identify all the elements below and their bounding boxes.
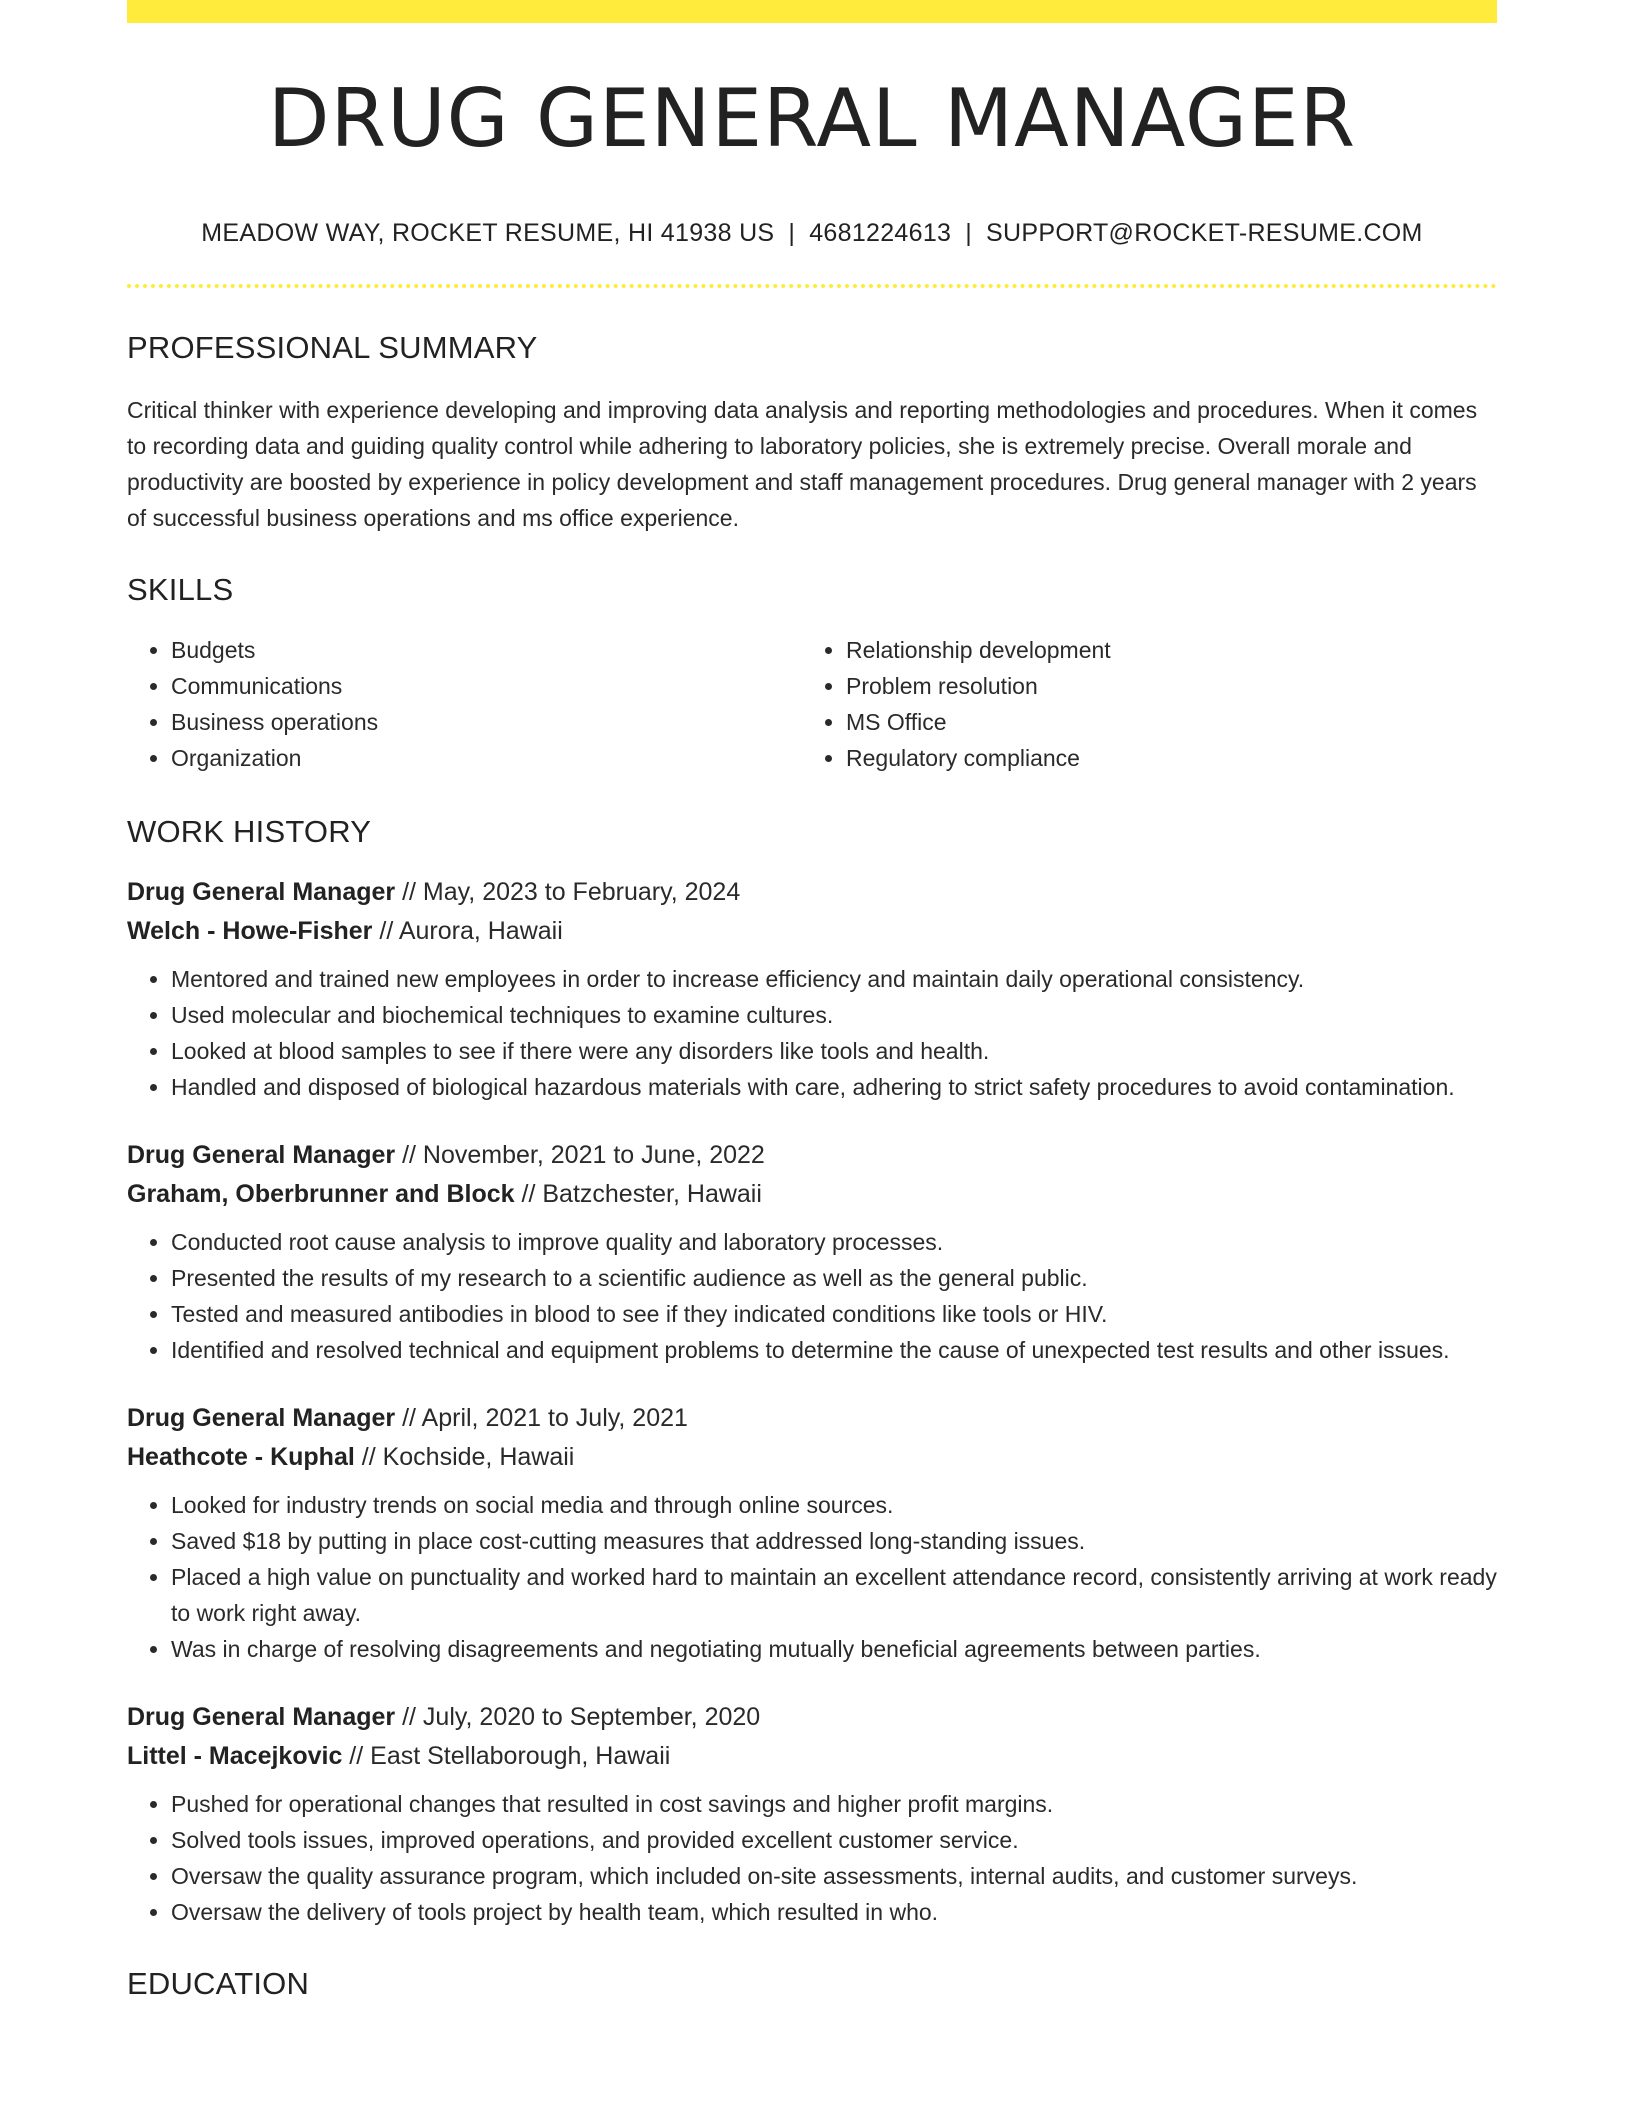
job-company: Littel - Macejkovic: [127, 1742, 343, 1770]
skill-item: • Relationship development: [846, 632, 1477, 668]
job-company-line: [127, 912, 1497, 951]
job-entry: [127, 1399, 1497, 1667]
job-company-line: [127, 1737, 1497, 1776]
job-bullet: • Pushed for operational changes that resulted in cost savings and higher profit margins.: [171, 1786, 1497, 1822]
contact-phone: 4681224613: [809, 219, 952, 247]
job-company: Heathcote - Kuphal: [127, 1443, 355, 1471]
job-bullet: • Placed a high value on punctuality and worked hard to maintain an excellent attendance record, consistently arriving at work ready to work right away.: [171, 1559, 1497, 1631]
job-role-line: [127, 1136, 1497, 1175]
job-role: Drug General Manager: [127, 1141, 396, 1169]
job-bullet: • Solved tools issues, improved operations, and provided excellent customer service.: [171, 1822, 1497, 1858]
job-entry: [127, 1136, 1497, 1368]
job-bullet: • Tested and measured antibodies in blood to see if they indicated conditions like tools or HIV.: [171, 1296, 1497, 1332]
job-role-line: [127, 1698, 1497, 1737]
job-bullet: • Looked for industry trends on social media and through online sources.: [171, 1487, 1497, 1523]
skill-item: • Organization: [171, 740, 802, 776]
skills-list: [127, 632, 1497, 776]
skill-item: • Communications: [171, 668, 802, 704]
job-role: Drug General Manager: [127, 1703, 396, 1731]
section-title-work-history: WORK HISTORY: [127, 814, 372, 849]
job-bullet: • Handled and disposed of biological hazardous materials with care, adhering to strict safety procedures to avoid contamination.: [171, 1069, 1497, 1105]
job-entry: [127, 873, 1497, 1105]
job-bullet: • Identified and resolved technical and equipment problems to determine the cause of unexpected test results and other issues.: [171, 1332, 1497, 1368]
job-bullets: [127, 1786, 1497, 1930]
job-entry: [127, 1698, 1497, 1930]
job-company-line: [127, 1438, 1497, 1477]
resume-page: [127, 0, 1497, 1999]
job-bullets: [127, 1224, 1497, 1368]
job-location: // East Stellaborough, Hawaii: [342, 1742, 671, 1770]
job-location: // Batzchester, Hawaii: [514, 1180, 762, 1208]
skill-item: • MS Office: [846, 704, 1477, 740]
job-location: // Kochside, Hawaii: [354, 1443, 575, 1471]
job-bullet: • Used molecular and biochemical techniques to examine cultures.: [171, 997, 1497, 1033]
job-dates: // April, 2021 to July, 2021: [395, 1404, 688, 1432]
summary-text: Critical thinker with experience developing and improving data analysis and reporting methodologies and procedures. When it comes to recording data and guiding quality control while adhering to laboratory policies, she is extremely precise. Overall morale and productivity are boosted by experience in policy development and staff management procedures. Drug general manager with 2 years of successful business operations and ms office experience.: [127, 397, 1478, 531]
section-title-education: EDUCATION: [127, 1966, 310, 2001]
job-dates: // May, 2023 to February, 2024: [395, 878, 741, 906]
job-bullet: • Oversaw the delivery of tools project by health team, which resulted in who.: [171, 1894, 1497, 1930]
section-title-summary: PROFESSIONAL SUMMARY: [127, 330, 538, 365]
job-bullet: • Presented the results of my research to a scientific audience as well as the general public.: [171, 1260, 1497, 1296]
accent-bar: [127, 0, 1497, 23]
job-company-line: [127, 1175, 1497, 1214]
job-bullet: • Looked at blood samples to see if there were any disorders like tools and health.: [171, 1033, 1497, 1069]
job-bullets: [127, 1487, 1497, 1667]
job-dates: // November, 2021 to June, 2022: [395, 1141, 765, 1169]
job-company: Graham, Oberbrunner and Block: [127, 1180, 515, 1208]
contact-address: MEADOW WAY, ROCKET RESUME, HI 41938 US: [201, 219, 775, 247]
job-company: Welch - Howe-Fisher: [127, 917, 373, 945]
section-title-skills: SKILLS: [127, 572, 234, 607]
skill-item: • Regulatory compliance: [846, 740, 1477, 776]
dotted-divider: [127, 284, 1497, 288]
job-role-line: [127, 873, 1497, 912]
job-role-line: [127, 1399, 1497, 1438]
job-location: // Aurora, Hawaii: [372, 917, 563, 945]
skills-column-left: [127, 632, 802, 776]
contact-email: SUPPORT@ROCKET-RESUME.COM: [986, 219, 1423, 247]
skill-item: • Business operations: [171, 704, 802, 740]
job-bullet: • Saved $18 by putting in place cost-cutting measures that addressed long-standing issues.: [171, 1523, 1497, 1559]
skills-column-right: [802, 632, 1477, 776]
contact-separator: |: [965, 219, 973, 247]
job-role: Drug General Manager: [127, 878, 396, 906]
job-dates: // July, 2020 to September, 2020: [395, 1703, 761, 1731]
skill-item: • Problem resolution: [846, 668, 1477, 704]
job-bullets: [127, 961, 1497, 1105]
contact-separator: |: [788, 219, 796, 247]
job-bullet: • Oversaw the quality assurance program, which included on-site assessments, internal audits, and customer surveys.: [171, 1858, 1497, 1894]
job-bullet: • Was in charge of resolving disagreements and negotiating mutually beneficial agreements between parties.: [171, 1631, 1497, 1667]
skill-item: • Budgets: [171, 632, 802, 668]
contact-line: [127, 221, 1497, 246]
job-bullet: • Conducted root cause analysis to improve quality and laboratory processes.: [171, 1224, 1497, 1260]
job-bullet: • Mentored and trained new employees in order to increase efficiency and maintain daily operational consistency.: [171, 961, 1497, 997]
resume-name: DRUG GENERAL MANAGER: [267, 72, 1357, 165]
job-role: Drug General Manager: [127, 1404, 396, 1432]
